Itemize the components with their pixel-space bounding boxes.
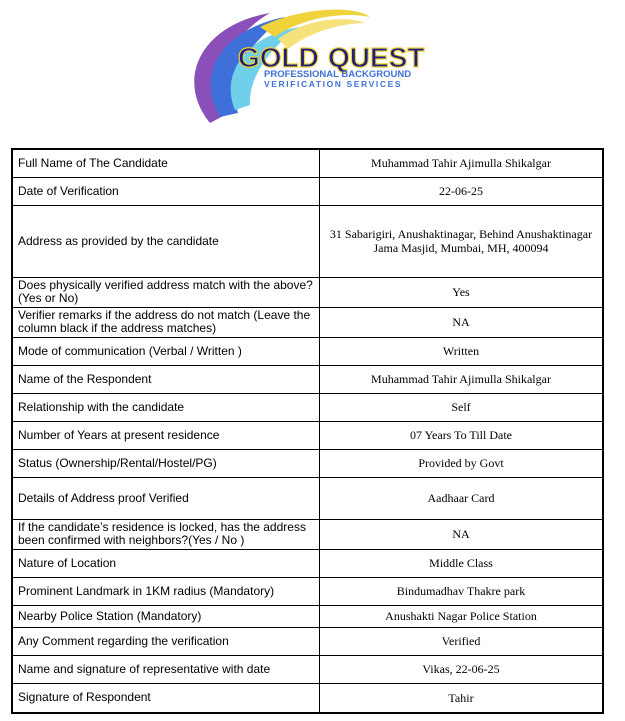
table-row [12,205,603,277]
table-row [12,307,603,337]
table-row [12,477,603,519]
row-label: Date of Verification [12,177,320,205]
table-row [12,577,603,605]
row-value: Written [320,337,604,365]
table-row [12,683,603,713]
logo-area [0,0,625,140]
row-label: Name of the Respondent [12,365,320,393]
table-row [12,337,603,365]
table-row [12,421,603,449]
row-value: NA [320,307,604,337]
row-value: Yes [320,277,604,307]
table-row [12,519,603,549]
row-label: Nearby Police Station (Mandatory) [12,605,320,627]
row-label: Details of Address proof Verified [12,477,320,519]
row-value: NA [320,519,604,549]
row-label: Verifier remarks if the address do not match (Leave the column black if the address matches) [12,307,320,337]
row-label: Relationship with the candidate [12,393,320,421]
row-label: Signature of Respondent [12,683,320,713]
table-row [12,655,603,683]
row-value: Bindumadhav Thakre park [320,577,604,605]
table-row [12,549,603,577]
row-label: Number of Years at present residence [12,421,320,449]
row-label: Mode of communication (Verbal / Written ) [12,337,320,365]
table-row [12,149,603,177]
table-row [12,393,603,421]
table-row [12,605,603,627]
table-row [12,177,603,205]
row-value: Self [320,393,604,421]
logo-tagline-2: VERIFICATION SERVICES [264,79,403,89]
table-row [12,277,603,307]
table-row [12,627,603,655]
row-label: Status (Ownership/Rental/Hostel/PG) [12,449,320,477]
row-label: Full Name of The Candidate [12,149,320,177]
row-label: Does physically verified address match with the above? (Yes or No) [12,277,320,307]
verification-table-body [12,149,603,713]
logo-tagline-1: PROFESSIONAL BACKGROUND [264,69,412,80]
row-label: Prominent Landmark in 1KM radius (Mandatory) [12,577,320,605]
row-value: 31 Sabarigiri, Anushaktinagar, Behind Anushaktinagar Jama Masjid, Mumbai, MH, 400094 [320,205,604,277]
table-row [12,449,603,477]
row-value: Muhammad Tahir Ajimulla Shikalgar [320,365,604,393]
row-value: Anushakti Nagar Police Station [320,605,604,627]
row-label: Any Comment regarding the verification [12,627,320,655]
row-label: Address as provided by the candidate [12,205,320,277]
row-label: Nature of Location [12,549,320,577]
row-value: Aadhaar Card [320,477,604,519]
row-value: Vikas, 22-06-25 [320,655,604,683]
table-row [12,365,603,393]
row-value: Middle Class [320,549,604,577]
verification-table [11,148,604,714]
logo-brand-quest: QUEST [328,42,425,73]
logo-brand-gold: GOLD [238,42,319,73]
row-label: Name and signature of representative with date [12,655,320,683]
row-label: If the candidate’s residence is locked, has the address been confirmed with neighbors?(Yes / No ) [12,519,320,549]
row-value: Verified [320,627,604,655]
row-value: Provided by Govt [320,449,604,477]
row-value: Tahir [320,683,604,713]
row-value: Muhammad Tahir Ajimulla Shikalgar [320,149,604,177]
goldquest-logo [180,5,450,133]
row-value: 22-06-25 [320,177,604,205]
row-value: 07 Years To Till Date [320,421,604,449]
